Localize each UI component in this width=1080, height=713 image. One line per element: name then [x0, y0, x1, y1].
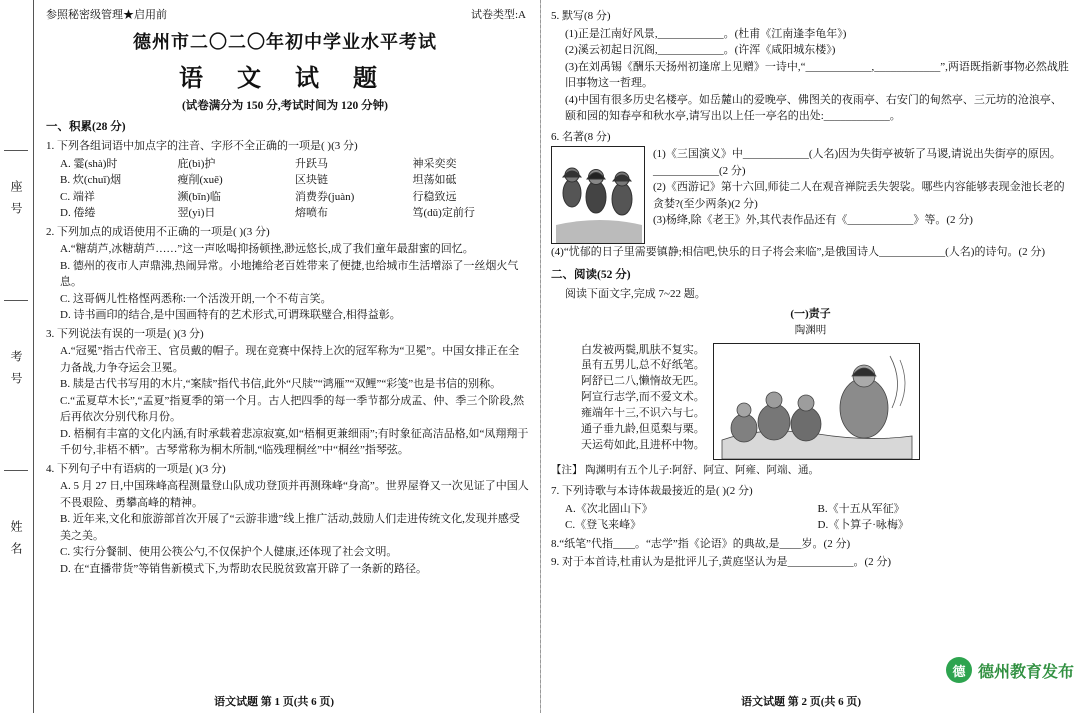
exam-title: 德州市二〇二〇年初中学业水平考试: [133, 32, 437, 52]
question-6-stem: 6. 名著(8 分): [551, 130, 611, 143]
option-cell: D.《卜算子·咏梅》: [817, 519, 909, 532]
page-divider: [540, 0, 541, 713]
option-cell: 瘦削(xuē): [177, 174, 223, 187]
margin-label-examno: 考号: [9, 350, 23, 394]
option-row: [60, 172, 530, 189]
publisher-name: 德州教育发布: [977, 663, 1074, 681]
poem-line: 天运苟如此,且进杯中物。: [581, 439, 705, 452]
question-5-item-1: (1)正是江南好风景,____________。(杜甫《江南逢李龟年》): [565, 27, 847, 40]
option-cell: 区块链: [295, 174, 328, 187]
question-7-options: [565, 501, 1070, 534]
question-6-item-1: (1)《三国演义》中____________(人名)因为失街亭被斩了马谡,请说出失街亭的原因。____________(2 分): [653, 148, 1061, 177]
question-6-item-2: (2)《西游记》第十六回,师徒二人在观音禅院丢失袈裟。哪些内容能够表现金池长老的贪婪?(至少两条)(2 分): [653, 181, 1065, 210]
question-6-block: [551, 146, 1070, 244]
margin-label-name: 姓名: [9, 520, 23, 564]
question-5-item-3: (3)在刘禹锡《酬乐天扬州初逢席上见赠》一诗中,“____________,____________”,两语既指新事物必然战胜旧事物这一哲理。: [565, 60, 1069, 89]
option-cell: 神采奕奕: [412, 157, 457, 170]
question-8: 8.“纸笔”代指____。“志学”指《论语》的典故,是____岁。(2 分): [551, 537, 851, 550]
option-cell: 庇(bì)护: [177, 157, 216, 170]
poem-and-illustration: [551, 341, 1070, 460]
option-row: [60, 205, 530, 222]
question-9: 9. 对于本首诗,杜甫认为是批评儿子,黄庭坚认为是____________。(2 分): [551, 556, 892, 569]
poem-line: 阿舒已二八,懒惰故无匹。: [581, 375, 705, 388]
left-body: [46, 119, 530, 577]
question-1-options: [60, 156, 530, 222]
poem-text: [581, 343, 705, 455]
option-row: [565, 501, 1070, 518]
option-cell: C.《登飞来峰》: [565, 519, 642, 532]
exam-meta: (试卷满分为 150 分,考试时间为 120 分钟): [181, 100, 389, 112]
option-cell: B.《十五从军征》: [817, 502, 905, 515]
section-1-heading: 一、积累(28 分): [46, 121, 126, 133]
poem-note: 【注】 陶渊明有五个儿子:阿舒、阿宣、阿雍、阿端、通。: [551, 464, 820, 476]
tao-yuanming-illustration: [713, 343, 920, 460]
question-2-option-b: B. 德州的夜市人声鼎沸,热闹异常。小地摊给老百姓带来了便捷,也给城市生活增添了一丝烟火气息。: [60, 259, 519, 289]
option-cell: B. 炊(chuī)烟: [60, 174, 122, 187]
question-6-item-4: (4)“忧郁的日子里需要镇静;相信吧,快乐的日子将会来临”,是俄国诗人____________(人名)的诗句。(2 分): [551, 246, 1046, 258]
question-5-item-2: (2)溪云初起日沉阁,____________。(许浑《咸阳城东楼》): [565, 44, 836, 56]
option-cell: 坦荡如砥: [412, 174, 457, 187]
poem-line: 雍端年十三,不识六与七。: [581, 407, 705, 420]
option-cell: D. 倦绻: [60, 207, 96, 220]
reading-author: 陶渊明: [794, 324, 827, 336]
question-4-option-a: A. 5 月 27 日,中国珠峰高程测量登山队成功登顶并再测珠峰“身高”。世界屋脊又一次见证了中国人不畏艰险、勇攀高峰的精神。: [60, 480, 529, 509]
publisher-logo-icon: 德: [946, 657, 972, 683]
question-1-stem: 1. 下列各组词语中加点字的注音、字形不全正确的一项是( )(3 分): [46, 140, 358, 153]
question-2-stem: 2. 下列加点的成语使用不正确的一项是( )(3 分): [46, 225, 270, 238]
footer-left: 语文试题 第 1 页(共 6 页): [213, 696, 335, 708]
poem-line: 阿宣行志学,而不爱文术。: [581, 391, 705, 404]
footer-right: 语文试题 第 2 页(共 6 页): [740, 696, 862, 708]
question-3-stem: 3. 下列说法有误的一项是( )(3 分): [46, 327, 204, 340]
option-cell: 翌(yì)日: [177, 207, 216, 220]
option-cell: 濒(bīn)临: [177, 190, 221, 203]
section-2-heading: 二、阅读(52 分): [551, 268, 631, 281]
question-2-option-c: C. 这哥俩儿性格悭两悉称:一个活泼开朗,一个不苟言笑。: [60, 292, 332, 305]
option-cell: 升跃马: [295, 157, 328, 170]
poem-line: 虽有五男儿,总不好纸笔。: [581, 359, 705, 372]
question-6-item-3: (3)杨绛,除《老王》外,其代表作品还有《____________》等。(2 分): [653, 214, 973, 226]
question-3-option-c: C.“孟夏草木长”,“孟夏”指夏季的第一个月。古人把四季的每一季节都分成孟、仲、季三个阶段,然后再依次分别代称月份。: [60, 394, 525, 424]
question-7-stem: 7. 下列诗歌与本诗体裁最接近的是( )(2 分): [551, 485, 753, 498]
page-right: [540, 0, 1080, 713]
option-row: [565, 517, 1070, 534]
option-cell: 消费券(juàn): [295, 190, 355, 203]
margin-label-seat: 座号: [9, 180, 23, 224]
watermark-badge: [946, 657, 1074, 683]
option-cell: 行稳致远: [412, 190, 457, 203]
question-4-option-d: D. 在“直播带货”等销售新模式下,为帮助农民脱贫致富开辟了一条新的路径。: [60, 562, 427, 575]
question-5-stem: 5. 默写(8 分): [551, 10, 611, 22]
right-body: [551, 8, 1070, 571]
subject-title: 语 文 试 题: [179, 66, 391, 92]
left-margin-stub: [0, 0, 34, 713]
page-header: [46, 6, 530, 22]
reading-intro: 阅读下面文字,完成 7~22 题。: [565, 287, 706, 300]
option-cell: C. 端祥: [60, 190, 95, 203]
reading-subtitle: (一)责子: [790, 308, 831, 321]
poem-line: 通子垂九龄,但觅梨与栗。: [581, 423, 705, 436]
question-3-option-d: D. 梧桐有丰富的文化内涵,有时承载着悲凉寂寞,如“梧桐更兼细雨”;有时象征高洁品格,如“凤翔翔于千仞兮,非梧不栖”。古琴常称为桐木所制,“临残理桐丝”中“桐丝”指琴弦。: [60, 427, 529, 457]
question-3-option-a: A.“冠冕”指古代帝王、官员戴的帽子。现在竞赛中保持上次的冠军称为“卫冕”。中国女排正在全力备战,力争夺运会卫冕。: [60, 345, 520, 374]
question-5-item-4: (4)中国有很多历史名楼亭。如岳麓山的爱晚亭、佛图关的夜雨亭、右安门的甸然亭、三元坊的沧浪亭、颐和园的知春亭和秋水亭,请写出以上任一亭名的出处:____________。: [565, 93, 1062, 122]
option-row: [60, 156, 530, 173]
question-2-option-d: D. 诗书画印的结合,是中国画特有的艺术形式,可谓珠联璧合,相得益彰。: [60, 309, 401, 322]
paper-type: 试卷类型:A: [471, 9, 526, 21]
secret-notice: 参照秘密级管理★启用前: [46, 9, 167, 21]
question-4-option-c: C. 实行分餐制、使用公筷公勺,不仅保护个人健康,还体现了社会文明。: [60, 546, 398, 559]
question-2-option-a: A.“糖葫芦,冰糖葫芦……”这一声吆喝抑扬顿挫,渺远悠长,成了我们童年最甜蜜的回忆。: [60, 243, 474, 256]
option-cell: 笃(dǔ)定前行: [412, 207, 475, 220]
option-cell: A.《次北固山下》: [565, 502, 653, 515]
option-cell: 熔喷布: [295, 207, 328, 220]
option-row: [60, 189, 530, 206]
question-4-option-b: B. 近年来,文化和旅游部首次开展了“云游非遗”线上推广活动,鼓励人们走进传统文化,发现并感受美之美。: [60, 513, 520, 542]
three-kingdoms-illustration: [551, 146, 645, 244]
question-4-stem: 4. 下列句子中有语病的一项是( )(3 分): [46, 462, 226, 475]
option-cell: A. 霎(shà)时: [60, 157, 118, 170]
poem-line: 白发被两鬓,肌肤不复实。: [581, 343, 705, 356]
question-3-option-b: B. 牍是古代书写用的木片,“案牍”指代书信,此外“尺牍”“鸿雁”“双鲤”“彩笺”也是书信的别称。: [60, 378, 502, 391]
